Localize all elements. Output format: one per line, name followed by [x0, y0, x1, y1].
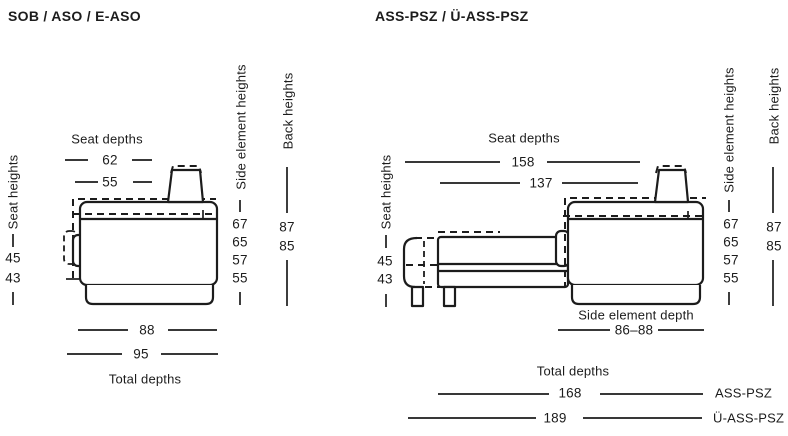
left-back-height-87: 87 — [279, 219, 295, 235]
right-sofa-body — [568, 202, 703, 285]
left-title: SOB / ASO / E-ASO — [8, 8, 141, 24]
right-seat-depth-value-137: 137 — [529, 175, 553, 191]
left-total-depth-88: 88 — [139, 322, 155, 338]
side-element-depth-label: Side element depth — [578, 307, 694, 323]
left-sofa-base — [86, 285, 213, 304]
extension-cap — [404, 238, 417, 287]
left-seat-depth-value-55: 55 — [102, 174, 118, 190]
chaise-seat — [438, 237, 568, 287]
right-side-height-67: 67 — [723, 216, 739, 232]
right-side-element-heights-label: Side element heights — [721, 67, 737, 193]
left-side-height-55: 55 — [232, 270, 248, 286]
left-side-element-heights-label: Side element heights — [233, 64, 249, 190]
right-title: ASS-PSZ / Ü-ASS-PSZ — [375, 8, 529, 24]
left-seat-height-value-45: 45 — [5, 250, 21, 266]
left-back-heights-label: Back heights — [280, 72, 296, 150]
left-seat-depth-value-62: 62 — [102, 152, 118, 168]
right-seat-height-value-43: 43 — [377, 271, 393, 287]
chaise-leg-right — [444, 287, 455, 306]
right-total-depths-label: Total depths — [536, 363, 610, 379]
side-element-depth-value: 86–88 — [614, 322, 654, 338]
right-armrest — [655, 170, 688, 202]
right-side-height-55: 55 — [723, 270, 739, 286]
chaise-leg-left — [412, 287, 423, 306]
left-seat-depths-label: Seat depths — [71, 131, 143, 147]
right-seat-depth-value-158: 158 — [511, 154, 535, 170]
left-seat-heights-label: Seat heights — [5, 154, 21, 230]
left-side-height-57: 57 — [232, 252, 248, 268]
left-armrest — [168, 170, 203, 202]
variant-label-ue-ass-psz: Ü-ASS-PSZ — [713, 410, 785, 426]
left-side-height-67: 67 — [232, 216, 248, 232]
left-seat-height-value-43: 43 — [5, 270, 21, 286]
right-side-height-65: 65 — [723, 234, 739, 250]
right-sofa-drawing — [404, 166, 706, 306]
right-back-height-87: 87 — [766, 219, 782, 235]
left-total-depth-95: 95 — [133, 346, 149, 362]
right-side-height-57: 57 — [723, 252, 739, 268]
right-seat-heights-label: Seat heights — [378, 154, 394, 230]
right-back-height-85: 85 — [766, 238, 782, 254]
right-seat-depths-label: Seat depths — [488, 130, 560, 146]
left-back-height-85: 85 — [279, 238, 295, 254]
right-total-depth-168: 168 — [558, 385, 582, 401]
right-total-depth-189: 189 — [543, 410, 567, 426]
left-side-height-65: 65 — [232, 234, 248, 250]
variant-label-ass-psz: ASS-PSZ — [715, 385, 773, 401]
left-sofa-drawing — [64, 166, 217, 304]
left-total-depths-label: Total depths — [108, 371, 182, 387]
right-seat-height-value-45: 45 — [377, 253, 393, 269]
right-back-heights-label: Back heights — [766, 67, 782, 145]
right-sofa-base — [572, 285, 700, 304]
